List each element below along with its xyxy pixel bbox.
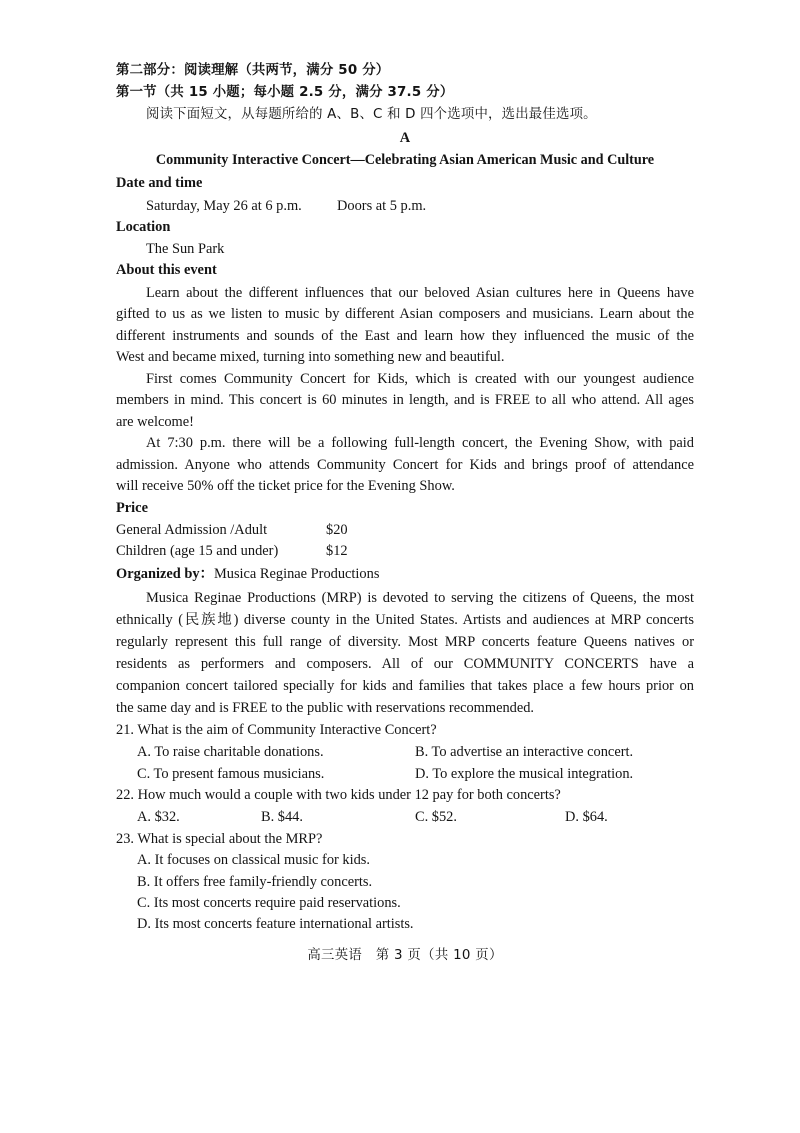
mrp-line: regularly represent this full range of diversity. Most MRP concerts feature Queens natives or — [116, 634, 694, 650]
passage-letter: A — [399, 130, 411, 146]
passage-title: Community Interactive Concert—Celebrating Asian American Music and Culture — [155, 152, 655, 168]
question-stem: 22. How much would a couple with two kids under 12 pay for both concerts? — [116, 787, 561, 803]
about-line: members in mind. This concert is 60 minutes in length, and is FREE to all who attend. All ages — [116, 392, 694, 408]
option-b: B. It offers free family-friendly concerts. — [137, 874, 373, 890]
date-heading: Date and time — [116, 175, 203, 191]
organizer-name: Musica Reginae Productions — [213, 566, 380, 582]
instruction: 阅读下面短文，从每题所给的 A、B、C 和 D 四个选项中，选出最佳选项。 — [146, 107, 597, 122]
about-line: West and became mixed, turning into something new and beautiful. — [116, 349, 505, 365]
price-label: General Admission /Adult — [116, 522, 268, 538]
option-row — [137, 764, 715, 785]
option-c: C. $52. — [415, 809, 457, 825]
option-a: A. $32. — [137, 809, 180, 825]
about-line: First comes Community Concert for Kids, which is created with our youngest audience — [146, 371, 694, 387]
about-heading: About this event — [116, 262, 217, 278]
option-b: B. To advertise an interactive concert. — [415, 744, 634, 760]
option-d: D. To explore the musical integration. — [415, 766, 634, 782]
about-line: At 7:30 p.m. there will be a following full-length concert, the Evening Show, with paid — [146, 435, 694, 451]
date-row — [146, 196, 724, 217]
page-footer: 高三英语 第 3 页（共 10 页） — [307, 948, 503, 963]
mrp-line: Musica Reginae Productions (MRP) is devoted to serving the citizens of Queens, the most — [146, 590, 694, 606]
price-amount: $12 — [326, 543, 348, 559]
date-value: Saturday, May 26 at 6 p.m. — [146, 198, 302, 214]
location-value: The Sun Park — [146, 241, 225, 257]
price-amount: $20 — [326, 522, 348, 538]
organizer-row — [116, 564, 694, 585]
option-d: D. Its most concerts feature international artists. — [137, 916, 414, 932]
about-line: are welcome! — [116, 414, 194, 430]
price-heading: Price — [116, 500, 148, 516]
option-a: A. To raise charitable donations. — [137, 744, 324, 760]
option-a: A. It focuses on classical music for kids. — [137, 852, 370, 868]
question-stem: 23. What is special about the MRP? — [116, 831, 323, 847]
mrp-line: the same day and is FREE to the public with reservations recommended. — [116, 700, 535, 716]
about-line: Learn about the different influences that our beloved Asian cultures here in Queens have — [146, 285, 694, 301]
location-heading: Location — [116, 219, 171, 235]
doors-value: Doors at 5 p.m. — [337, 198, 427, 214]
option-b: B. $44. — [261, 809, 303, 825]
option-c: C. Its most concerts require paid reservations. — [137, 895, 401, 911]
mrp-line: residents as performers and composers. All of our COMMUNITY CONCERTS have a — [116, 656, 694, 672]
option-c: C. To present famous musicians. — [137, 766, 325, 782]
mrp-line: companion concert tailored specially for kids and families that takes place a few hours prior on — [116, 678, 694, 694]
about-line: different instruments and sounds of the East and learn how they influenced the music of the — [116, 328, 694, 344]
about-line: will receive 50% off the ticket price for the Evening Show. — [116, 478, 455, 494]
price-row — [116, 541, 694, 562]
about-line: gifted to us as we listen to music by different Asian composers and musicians. Learn about the — [116, 306, 694, 322]
question-stem: 21. What is the aim of Community Interactive Concert? — [116, 722, 437, 738]
option-row — [137, 742, 715, 763]
price-label: Children (age 15 and under) — [116, 543, 279, 559]
price-row — [116, 520, 694, 541]
mrp-line: ethnically (民族地) diverse county in the United States. Artists and audiences at MRP concerts — [116, 612, 694, 628]
part-title: 第二部分：阅读理解（共两节，满分 50 分） — [116, 63, 390, 78]
about-line: admission. Anyone who attends Community Concert for Kids and brings proof of attendance — [116, 457, 694, 473]
section-title: 第一节（共 15 小题；每小题 2.5 分，满分 37.5 分） — [116, 85, 454, 100]
option-row — [137, 807, 715, 828]
option-d: D. $64. — [565, 809, 608, 825]
organizer-heading: Organized by： — [116, 566, 214, 582]
